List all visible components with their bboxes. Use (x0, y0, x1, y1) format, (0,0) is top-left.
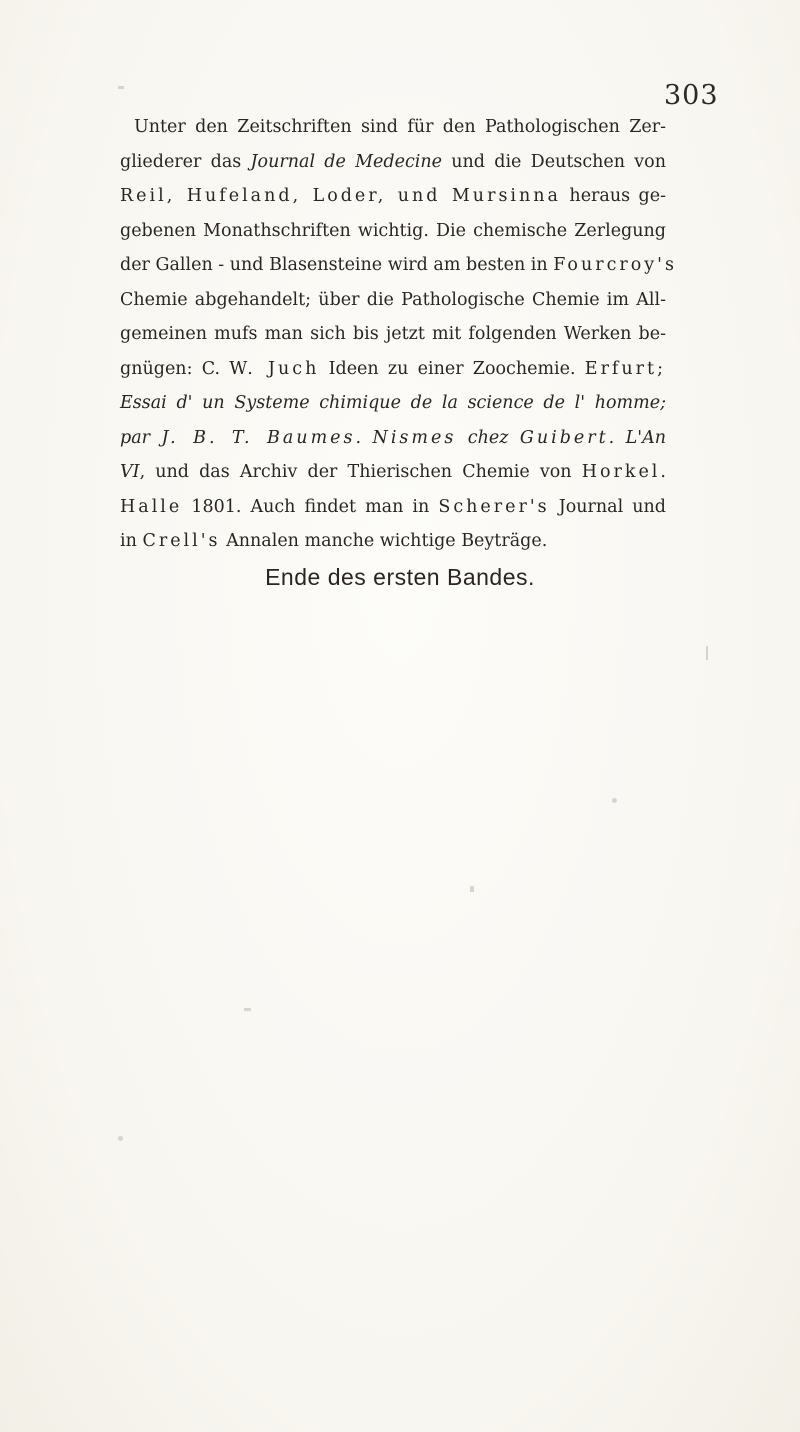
line-text: . (660, 462, 666, 482)
line-text: gebenen Monathschriften wichtig. Die chemische Zerlegung (120, 220, 666, 241)
paper-speck (118, 86, 124, 89)
publisher-name: Guibert (519, 427, 609, 448)
text-line-13 (120, 524, 666, 559)
paper-speck (706, 646, 708, 660)
line-text: und die Deutschen von (441, 151, 666, 172)
page-number: 303 (664, 80, 719, 111)
line-text: gemeinen mufs man sich bis jetzt mit folgenden Werken be- (120, 324, 666, 344)
line-text: . (355, 427, 373, 448)
line-text: der Gallen - und Blasensteine wird am besten in (120, 255, 554, 275)
text-line-2 (120, 145, 666, 180)
body-paragraph (120, 110, 677, 559)
line-text: gnügen: C. (120, 358, 230, 379)
line-text: chez (456, 427, 520, 448)
author-name: Fourcroy's (553, 255, 677, 275)
line-text: Unter den Zeitschriften sind für den Pathologischen Zer- (134, 117, 666, 137)
text-line-7 (120, 317, 666, 352)
line-text: in (120, 531, 143, 551)
text-line-3 (120, 179, 666, 214)
text-line-4 (120, 214, 666, 249)
text-line-12 (120, 490, 666, 525)
line-text: . (608, 427, 626, 448)
place-name: Halle (120, 496, 183, 517)
line-text: heraus ge- (561, 186, 666, 206)
author-name: Horkel (581, 462, 661, 482)
line-text: 1801. Auch findet man in (182, 496, 439, 517)
paper-speck (118, 1136, 123, 1141)
text-line-5 (120, 248, 677, 283)
text-line-8 (120, 352, 666, 387)
year-text: VI (120, 462, 140, 482)
author-name: W. Juch (229, 358, 320, 379)
closing-line: Ende des ersten Bandes. (265, 564, 535, 590)
author-name: Scherer's (438, 496, 550, 517)
paper-speck (612, 798, 617, 803)
year-text: L'An (625, 427, 666, 448)
author-name: Crell's (142, 531, 221, 551)
author-names: Reil, Hufeland, Loder, und Mursinna (120, 186, 561, 206)
line-text: par (120, 427, 162, 448)
text-line-1 (120, 110, 666, 145)
author-name: J. B. T. Baumes (161, 427, 356, 448)
text-line-9 (120, 386, 666, 421)
line-text: gliederer das (120, 151, 251, 172)
paper-speck (470, 886, 474, 892)
text-line-10 (120, 421, 666, 456)
line-text: Ideen zu einer Zoochemie. (319, 358, 585, 379)
line-text: Journal und (549, 496, 666, 517)
book-title: Essai d' un Systeme chimique de la science de l' homme; (120, 393, 666, 413)
journal-title: Journal de Medecine (250, 151, 442, 172)
line-text: Annalen manche wichtige Beyträge. (220, 531, 548, 551)
place-name: Erfurt; (584, 358, 666, 379)
line-text: , und das Archiv der Thierischen Chemie von (139, 462, 582, 482)
line-text: Chemie abgehandelt; über die Pathologische Chemie im All- (120, 289, 666, 310)
text-line-11 (120, 455, 666, 490)
text-line-6 (120, 283, 666, 318)
place-name: Nismes (372, 427, 457, 448)
paper-speck (244, 1008, 251, 1011)
